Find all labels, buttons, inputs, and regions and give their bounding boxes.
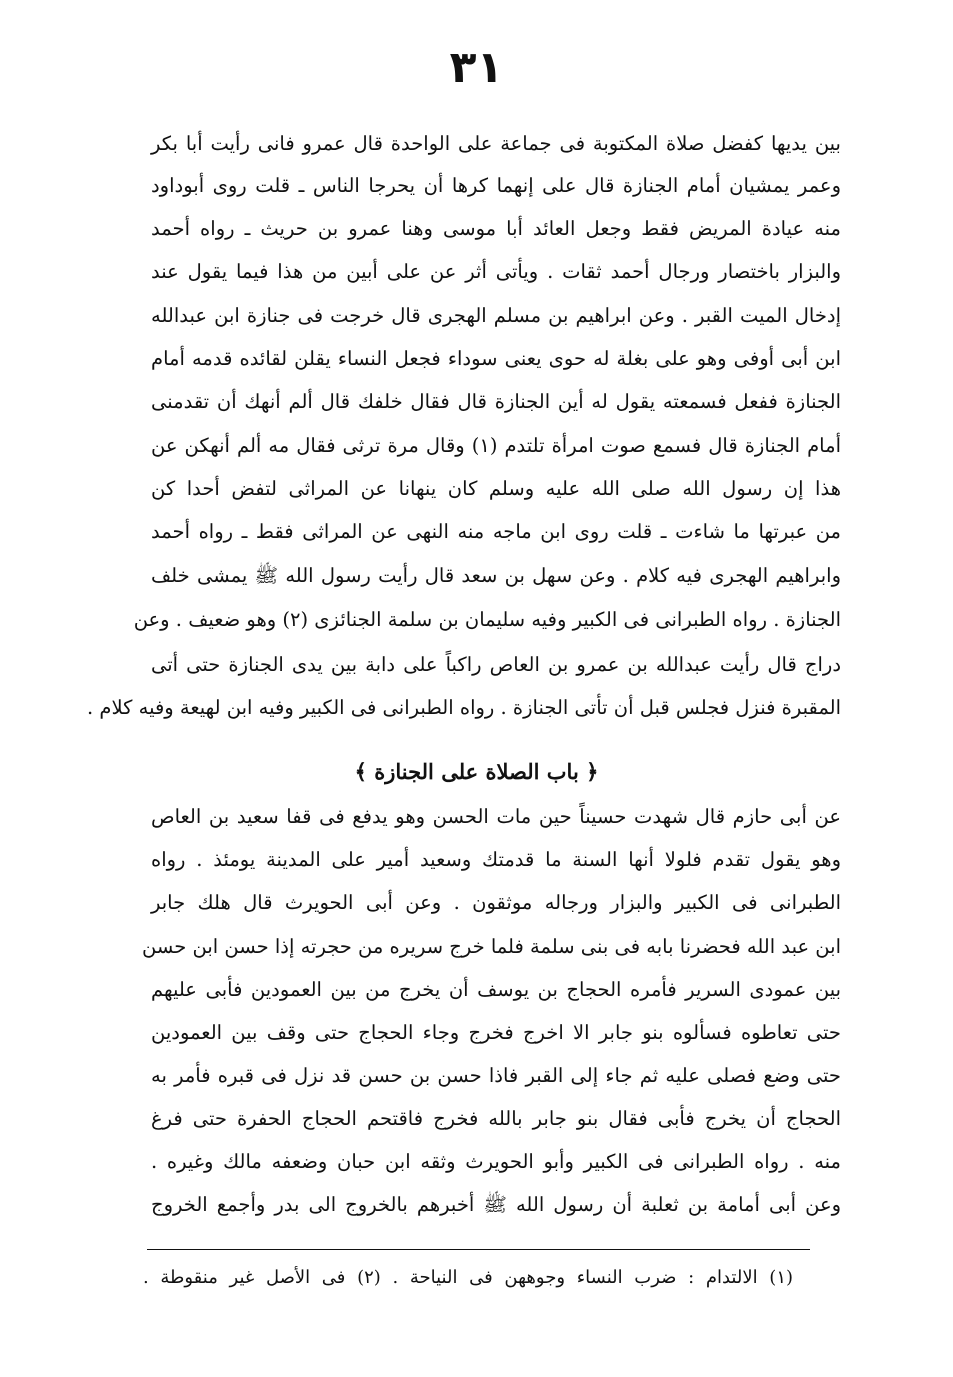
- footnote: (١) الالتدام : ضرب النساء وجوههن فى النياحة . (٢) فى الأصل غير منقوطة .: [143, 1267, 794, 1288]
- body-line: الجنازة . رواه الطبرانى فى الكبير وفيه سليمان بن سلمة الجنائزى (٢) وهو ضعيف . وعن: [133, 608, 841, 631]
- chapter-line: ابن عبد الله فحضرنا بابه فى بنى سلمة فلما خرج سريره من حجرته إذا حسن ابن حسن: [141, 935, 841, 958]
- body-line: وعمر يمشيان أمام الجنازة قال على إنهما كرها أن يحرجا الناس ـ قلت روى أبوداود: [151, 174, 841, 197]
- body-line: دراج قال رأيت عبدالله بن عمرو بن العاص راكباً على دابة بين يدى الجنازة حتى أتى: [151, 653, 841, 676]
- footnote-divider: [147, 1249, 810, 1250]
- body-line: هذا إن رسول الله صلى الله عليه وسلم كان ينهانا عن المراثى لتفض أحدا كن: [151, 477, 841, 500]
- body-line: ابن أبى أوفى وهو على بغلة له حوى يعنى سوداء فجعل النساء يقلن لقائده قدمه أمام: [151, 347, 841, 370]
- body-line: إدخال الميت القبر . وعن ابراهيم بن مسلم الهجرى قال خرجت فى جنازة ابن عبدالله: [151, 304, 841, 327]
- body-line: والبزار باختصار ورجال أحمد ثقات . ويأتى أثر عن على أبين من هذا فيما يقول عند: [151, 260, 841, 283]
- body-line: أمام الجنازة قال فسمع صوت امرأة تلتدم (١) وقال مرة ترثى فقال مه ألم أنهكن عن: [151, 434, 841, 457]
- chapter-line: وهو يقول تقدم فلولا أنها السنة ما قدمتك وسعيد أمير على المدينة يومئذ . رواه: [151, 848, 841, 871]
- page-number: ٣١: [449, 42, 504, 93]
- body-line: من عبرتها ما شاءت ـ قلت روى ابن ماجه منه النهى عن المراثى فقط ـ رواه أحمد: [151, 520, 841, 543]
- body-line: بين يديها كفضل صلاة المكتوبة فى جماعة على الواحدة قال عمرو فانى رأيت أبا بكر: [151, 132, 841, 155]
- chapter-line: وعن أبى أمامة بن ثعلبة أن رسول الله ﷺ أخبرهم بالخروج الى بدر وأجمع الخروج: [151, 1193, 841, 1216]
- chapter-line: الحجاج أن يخرج فأبى فقال بنو جابر بالله فخرج فاقتحم الحجاج الحفرة حتى فرغ: [151, 1107, 841, 1130]
- chapter-line: حتى تعاطوه فسألوه بنو جابر الا اخرج فخرج وجاء الحجاج حتى وقف بين العمودين: [151, 1021, 841, 1044]
- chapter-line: حتى وضع فصلى عليه ثم جاء إلى القبر فاذا حسن بن حسن قد نزل فى قبره فأمر به: [151, 1064, 841, 1087]
- chapter-line: منه . رواه الطبرانى فى الكبير وأبو الحويرث وثقه ابن حبان وضعفه مالك وغيره .: [151, 1150, 841, 1173]
- body-line: منه عيادة المريض فقط وجعل العائد أبا موسى وهنا عمرو بن حريث ـ رواه أحمد: [151, 217, 841, 240]
- body-line: الجنازة ففعل فسمعته يقول له أين الجنازة قال فقال خلفك قال ألم أنهك أن تقدمنى: [151, 390, 841, 413]
- body-line: المقبرة فنزل فجلس قبل أن تأتى الجنازة . رواه الطبرانى فى الكبير وفيه ابن لهيعة وفيه كلام .: [87, 696, 841, 719]
- chapter-heading: ﴿ باب الصلاة على الجنازة ﴾: [354, 759, 599, 784]
- chapter-line: بين عمودى السرير فأمره الحجاج بن يوسف أن يخرج من بين العمودين فأبى عليهم: [151, 978, 841, 1001]
- chapter-line: عن أبى حازم قال شهدت حسيناً حين مات الحسن وهو يدفع فى قفا سعيد بن العاص: [151, 805, 841, 828]
- chapter-line: الطبرانى فى الكبير والبزار ورجاله موثقون . وعن أبى الحويرث قال هلك جابر: [151, 891, 841, 914]
- body-line: وابراهيم الهجرى فيه كلام . وعن سهل بن سعد قال رأيت رسول الله ﷺ يمشى خلف: [151, 564, 841, 587]
